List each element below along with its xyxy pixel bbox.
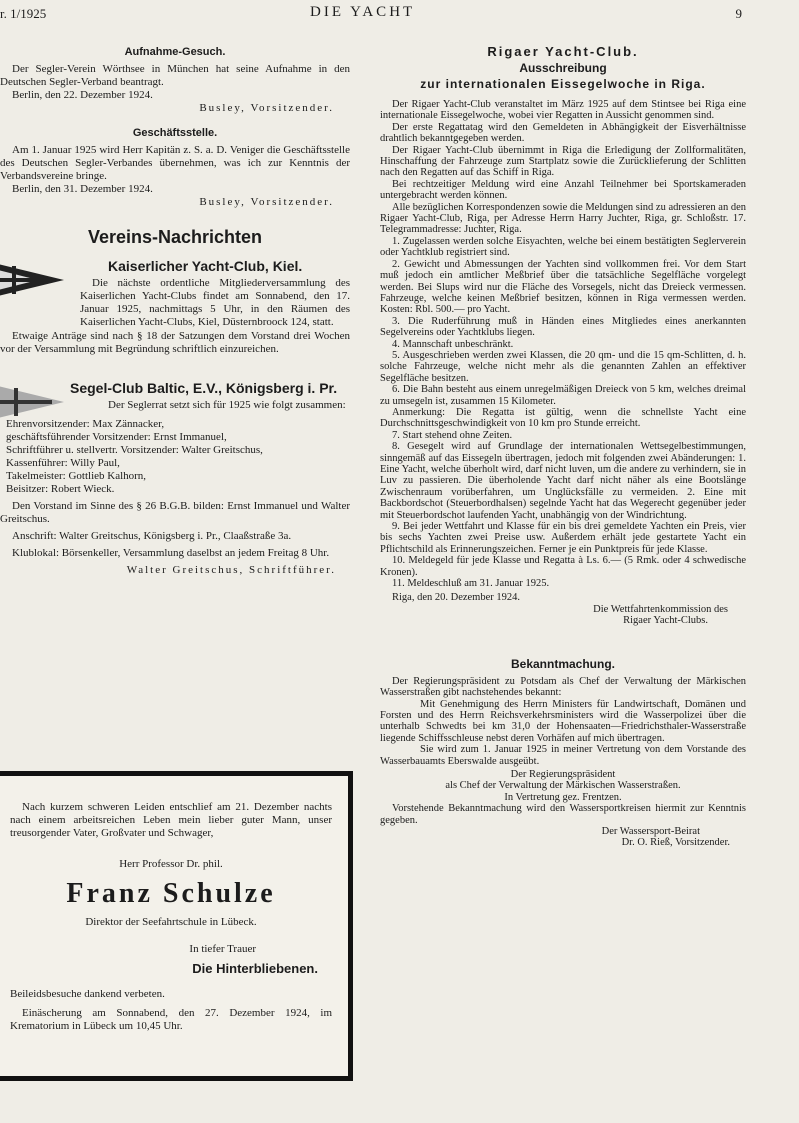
- issue-number: r. 1/1925: [0, 6, 47, 21]
- aufnahme-place: Berlin, den 22. Dezember 1924.: [12, 89, 153, 101]
- burgee-flag-icon: [0, 382, 64, 422]
- member-line: Kassenführer: Willy Paul,: [6, 457, 120, 469]
- bek-p4: Vorstehende Bekanntmachung wird den Wassersportkreisen hiermit zur Kenntnis gegeben.: [380, 803, 746, 826]
- left-column: [0, 40, 350, 577]
- riga-paragraph: Anmerkung: Die Regatta ist gültig, wenn die schnellste Yacht eine Durchschnittsgeschwindigkeit von 10 km pro Stunde erreicht.: [380, 406, 746, 430]
- kiel-text2: Etwaige Anträge sind nach § 18 der Satzungen dem Vorstand drei Wochen vor der Versammlung mit Begründung schriftlich einzureichen.: [0, 330, 350, 355]
- right-column: [380, 44, 746, 849]
- baltic-vorstand: Den Vorstand im Sinne des § 26 B.G.B. bilden: Ernst Immanuel und Walter Greitschus.: [0, 500, 350, 525]
- member-line: Beisitzer: Robert Wieck.: [6, 483, 115, 495]
- bek-sig-5: Dr. O. Rieß, Vorsitzender.: [621, 837, 730, 849]
- member-line: geschäftsführender Vorsitzender: Ernst Immanuel,: [6, 431, 227, 443]
- riga-paragraph: 7. Start stehend ohne Zeiten.: [392, 429, 513, 441]
- riga-ausschreibung: Ausschreibung: [519, 61, 607, 75]
- page-header: [0, 4, 799, 24]
- bek-p2: Mit Genehmigung des Herrn Ministers für Landwirtschaft, Domänen und Forsten und des Herrn Reichsverkehrsministers wird die Wasserpolizei über die unterhalb Schwedts bei km 31,0 der Hohensaaten—Friedrichsthaler-Wasserstraße liegende Schiffsschleuse nebst deren Vorhäfen auf mich übertragen.: [380, 698, 746, 744]
- obituary-beileid: Beileidsbesuche dankend verbeten.: [10, 988, 165, 1000]
- geschaeft-signature: Busley, Vorsitzender.: [199, 196, 334, 208]
- aufnahme-text: Der Segler-Verein Wörthsee in München hat seine Aufnahme in den Deutschen Segler-Verband beantragt.: [0, 63, 350, 88]
- riga-paragraph: Der Rigaer Yacht-Club übernimmt in Riga die Erledigung der Zollformalitäten, Hinschaffung der Fahrzeuge zum Startplatz sowie die Zurücklieferung der Schlitten nach den Regatten auf das Schiff in Riga.: [380, 144, 746, 179]
- riga-place: Riga, den 20. Dezember 1924.: [392, 592, 521, 604]
- page-number: 9: [735, 6, 742, 21]
- riga-paragraph: 1. Zugelassen werden solche Eisyachten, welche bei einem bestätigten Seglerverein oder Yachtklub registriert sind.: [380, 235, 746, 259]
- riga-paragraph: 11. Meldeschluß am 31. Januar 1925.: [392, 578, 550, 590]
- riga-paragraph: 3. Die Ruderführung muß in Händen eines Mitgliedes eines anerkannten Segelvereins oder Yachtklubs liegen.: [380, 315, 746, 339]
- riga-paragraph: 5. Ausgeschrieben werden zwei Klassen, die 20 qm- und die 15 qm-Schlitten, d. h. solche Fahrzeuge, welche nicht mehr als die genannten Zahlen an effektiver Segelfläche besitzen.: [380, 349, 746, 384]
- riga-signature-2: Rigaer Yacht-Clubs.: [623, 615, 708, 627]
- baltic-intro: Der Seglerrat setzt sich für 1925 wie folgt zusammen:: [108, 399, 346, 411]
- magazine-title: DIE YACHT: [310, 4, 416, 20]
- riga-paragraph: 6. Die Bahn besteht aus einem unregelmäßigen Dreieck von 5 km, welches dreimal zu umsegeln ist, zusammen 15 Kilometer.: [380, 384, 746, 407]
- aufnahme-signature: Busley, Vorsitzender.: [199, 102, 334, 114]
- riga-club-title: Rigaer Yacht-Club.: [487, 44, 639, 59]
- bekanntmachung-title: Bekanntmachung.: [510, 656, 615, 671]
- kiel-club-name: Kaiserlicher Yacht-Club, Kiel.: [108, 258, 303, 274]
- riga-signature-1: Die Wettfahrtenkommission des: [593, 603, 728, 615]
- member-line: Ehrenvorsitzender: Max Zännacker,: [6, 418, 165, 430]
- riga-paragraph: Bei rechtzeitiger Meldung wird eine Anzahl Teilnehmer bei Sportskameraden untergebracht werden können.: [380, 178, 746, 202]
- bek-sig-3: In Vertretung gez. Frentzen.: [504, 791, 622, 803]
- riga-paragraph: Alle bezüglichen Korrespondenzen sowie die Meldungen sind zu adressieren an den Rigaer Yacht-Club, Riga, per Adresse Herrn Harry Juchter, Riga, gr. Schloßstr. 17. Telegrammadresse: Juchter, Riga.: [380, 201, 746, 236]
- riga-paragraph: 8. Gesegelt wird auf Grundlage der internationalen Wettsegelbestimmungen, sinngemäß auf das Eissegeln übertragen, jedoch mit folgenden zwei Abänderungen: 1. Eine Yacht, welche überholt wird, darf nicht luven, um die andere zu verhindern, sie in Luv zu passieren. Die überholende Yacht darf nicht näher als eine Bootslänge Zwischenraum vorüberfahren, um Unglücksfälle zu vermeiden. 2. Eine mit Backbordschot (Steuerbordhalsen) segelnde Yacht hat das Wegerecht gegenüber jeder mit Steuerbordschot laufenden Yacht, unabhängig von der Windrichtung.: [380, 441, 746, 521]
- bek-p1: Der Regierungspräsident zu Potsdam als Chef der Verwaltung der Märkischen Wasserstraßen gibt nachstehendes bekannt:: [380, 675, 746, 699]
- obituary-family: Die Hinterbliebenen.: [192, 961, 318, 976]
- member-line: Schriftführer u. stellvertr. Vorsitzender: Walter Greitschus,: [6, 444, 263, 456]
- riga-paragraphs: [380, 99, 746, 589]
- riga-paragraph: Der Rigaer Yacht-Club veranstaltet im März 1925 auf dem Stintsee bei Riga eine internationale Eissegelwoche, wobei vier Regatten in Aussicht genommen sind.: [380, 99, 746, 122]
- riga-paragraph: 9. Bei jeder Wettfahrt und Klasse für ein bis drei gemeldete Yachten ein Preis, vier bis sechs Yachten zwei Preise usw. Außerdem erhält jede gestartete Yacht ein Pflichtschild als Erinnerungszeichen. Ferner je ein Punktpreis für jede Klasse.: [380, 521, 746, 555]
- obituary-trauer: In tiefer Trauer: [189, 943, 256, 955]
- obituary-notice: [0, 771, 353, 1081]
- burgee-flag-icon: [0, 260, 64, 300]
- kiel-section: [0, 258, 350, 356]
- geschaeft-text: Am 1. Januar 1925 wird Herr Kapitän z. S. a. D. Veniger die Geschäftsstelle des Deutschen Segler-Verbandes übernehmen, was ich zur Kenntnis der Verbandsvereine bringe.: [0, 144, 350, 182]
- aufnahme-title: Aufnahme-Gesuch.: [124, 46, 226, 58]
- riga-subtitle: zur internationalen Eissegelwoche in Riga.: [420, 77, 706, 91]
- geschaeft-place: Berlin, den 31. Dezember 1924.: [12, 183, 153, 195]
- baltic-anschrift: Anschrift: Walter Greitschus, Königsberg i. Pr., Claaßstraße 3a.: [12, 530, 292, 542]
- bek-sig-2: als Chef der Verwaltung der Märkischen Wasserstraßen.: [445, 780, 681, 792]
- baltic-section: [0, 380, 350, 577]
- bek-p3: Sie wird zum 1. Januar 1925 in meiner Vertretung von dem Vorstande des Wasserbauamts Eberswalde ausgeübt.: [380, 744, 746, 767]
- obituary-cremation: Einäscherung am Sonnabend, den 27. Dezember 1924, im Krematorium in Lübeck um 10,45 Uhr.: [10, 1007, 332, 1032]
- obituary-name: Franz Schulze: [66, 878, 276, 909]
- obituary-title: Herr Professor Dr. phil.: [119, 858, 223, 870]
- obituary-role: Direktor der Seefahrtschule in Lübeck.: [85, 916, 257, 928]
- member-line: Takelmeister: Gottlieb Kalhorn,: [6, 470, 147, 482]
- geschaeft-title: Geschäftsstelle.: [132, 127, 218, 139]
- baltic-members-list: [0, 418, 350, 496]
- obituary-intro: Nach kurzem schweren Leiden entschlief am 21. Dezember nachts nach einem arbeitsreichen Leben mein lieber guter Mann, unser treusorgender Vater, Großvater und Schwager,: [10, 801, 332, 839]
- baltic-club-name: Segel-Club Baltic, E.V., Königsberg i. Pr.: [70, 380, 338, 396]
- bek-sig-1: Der Regierungspräsident: [510, 768, 616, 780]
- baltic-signature: Walter Greitschus, Schriftführer.: [126, 564, 336, 576]
- kiel-text: Die nächste ordentliche Mitgliederversammlung des Kaiserlichen Yacht-Clubs findet am Sonnabend, den 17. Januar 1925, nachmittags 5 Uhr, in den Räumen des Kaiserlichen Yacht-Clubs, Kiel, Düsternbroock 124, statt.: [80, 277, 350, 328]
- bek-sig-4: Der Wassersport-Beirat: [601, 825, 700, 837]
- baltic-klublokal: Klublokal: Börsenkeller, Versammlung daselbst an jedem Freitag 8 Uhr.: [12, 547, 330, 559]
- riga-paragraph: 2. Gewicht und Abmessungen der Yachten sind vollkommen frei. Vor dem Start muß jedoch ein amtlicher Meßbrief über die tatsächliche Segelfläche vorgelegt werden. Bei Slups wird nur die Fläche des Vorsegels, nicht das Dreieck vermessen. Fahrzeuge, welche keinen Meßbrief besitzen, können in Riga vermessen werden. Kosten: Rbl. 500.— pro Yacht.: [380, 258, 746, 316]
- vereins-title: Vereins-Nachrichten: [87, 227, 263, 247]
- riga-paragraph: 10. Meldegeld für jede Klasse und Regatta à Ls. 6.— (5 Rmk. oder 4 schwedische Kronen).: [380, 555, 746, 578]
- riga-paragraph: 4. Mannschaft unbeschränkt.: [392, 338, 514, 350]
- riga-paragraph: Der erste Regattatag wird den Gemeldeten in Abhängigkeit der Eisverhältnisse drahtlich bekanntgegeben werden.: [380, 121, 746, 145]
